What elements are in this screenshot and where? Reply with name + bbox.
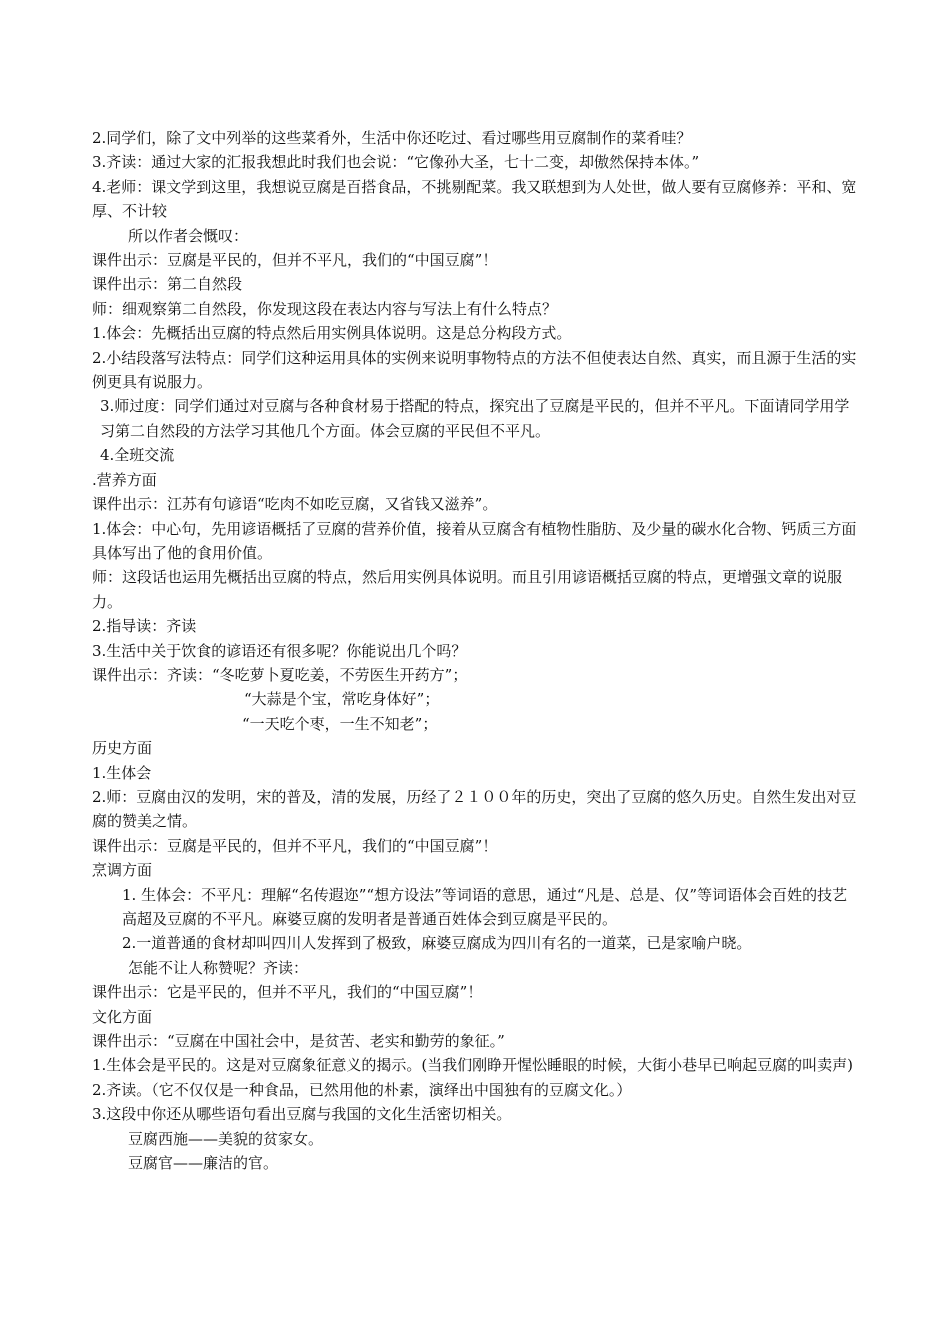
paragraph: 3.这段中你还从哪些语句看出豆腐与我国的文化生活密切相关。 [92, 1105, 512, 1124]
paragraph: 课件出示：它是平民的，但并不平凡，我们的“中国豆腐”！ [92, 983, 483, 1002]
paragraph: 3.齐读：通过大家的汇报我想此时我们也会说：“它像孙大圣，七十二变，却傲然保持本体。” [92, 153, 700, 172]
paragraph: 3.师过度：同学们通过对豆腐与各种食材易于搭配的特点，探究出了豆腐是平民的，但并不平凡。下面请同学用学习第二自然段的方法学习其他几个方面。体会豆腐的平民但不平凡。 [100, 397, 850, 440]
paragraph: 师：细观察第二自然段，你发现这段在表达内容与写法上有什么特点？ [92, 299, 558, 318]
section-heading: .营养方面 [92, 470, 157, 489]
paragraph: 1.体会：中心句，先用谚语概括了豆腐的营养价值，接着从豆腐含有植物性脂肪、及少量的碳水化合物、钙质三方面具体写出了他的食用价值。 [92, 519, 857, 562]
paragraph: 师：这段话也运用先概括出豆腐的特点，然后用实例具体说明。而且引用谚语概括豆腐的特点，更增强文章的说服力。 [92, 568, 843, 611]
paragraph: 2.指导读：齐读 [92, 617, 197, 636]
section-heading: 烹调方面 [92, 861, 153, 880]
paragraph: 课件出示：齐读：“冬吃萝卜夏吃姜，不劳医生开药方”； [92, 665, 468, 684]
paragraph: 2.同学们，除了文中列举的这些菜肴外，生活中你还吃过、看过哪些用豆腐制作的菜肴哇？ [92, 129, 692, 147]
paragraph: 所以作者会慨叹： [128, 226, 249, 245]
paragraph: 4.全班交流 [100, 446, 175, 465]
paragraph: 3.生活中关于饮食的谚语还有很多呢？你能说出几个吗？ [92, 641, 467, 660]
paragraph: 1. 生体会：不平凡：理解“名传遐迩”“想方设法”等词语的意思，通过“凡是、总是、仅”等词语体会百姓的技艺高超及豆腐的不平凡。麻婆豆腐的发明者是普通百姓体会到豆腐是平民的。 [122, 885, 848, 928]
section-heading: 文化方面 [92, 1007, 153, 1026]
paragraph: 2.小结段落写法特点：同学们这种运用具体的实例来说明事物特点的方法不但使表达自然、真实，而且源于生活的实例更具有说服力。 [92, 348, 857, 392]
section-heading: 历史方面 [92, 739, 153, 758]
proverb-line: “大蒜是个宝，常吃身体好”； [244, 690, 440, 709]
paragraph: 课件出示：江苏有句谚语“吃肉不如吃豆腐，又省钱又滋养”。 [92, 495, 498, 514]
paragraph: 怎能不让人称赞呢？齐读： [128, 958, 309, 977]
paragraph: 豆腐西施——美貌的贫家女。 [128, 1129, 324, 1148]
paragraph: 课件出示：豆腐是平民的，但并不平凡，我们的“中国豆腐”！ [92, 836, 498, 855]
paragraph: 豆腐官——廉洁的官。 [128, 1154, 279, 1173]
proverb-line: “一天吃个枣，一生不知老”； [242, 714, 438, 733]
document-body [92, 126, 860, 1175]
paragraph: 2.一道普通的食材却叫四川人发挥到了极致，麻婆豆腐成为四川有名的一道菜，已是家喻户晓。 [122, 934, 752, 953]
paragraph: 1.生体会是平民的。这是对豆腐象征意义的揭示。(当我们刚睁开惺忪睡眼的时候，大街小巷早已响起豆腐的叫卖声) [92, 1056, 854, 1075]
paragraph: 课件出示：第二自然段 [92, 275, 243, 294]
paragraph: 2.师：豆腐由汉的发明，宋的普及，清的发展，历经了２１００年的历史，突出了豆腐的悠久历史。自然生发出对豆腐的赞美之情。 [92, 787, 857, 831]
paragraph: 4.老师：课文学到这里，我想说豆腐是百搭食品，不挑剔配菜。我又联想到为人处世，做人要有豆腐修养：平和、宽厚、不计较 [92, 177, 857, 221]
paragraph: 1.生体会 [92, 763, 152, 782]
paragraph: 课件出示：豆腐是平民的，但并不平凡，我们的“中国豆腐”！ [92, 251, 498, 270]
paragraph: 课件出示：“豆腐在中国社会中，是贫苦、老实和勤劳的象征。” [92, 1032, 505, 1051]
paragraph: 1.体会：先概括出豆腐的特点然后用实例具体说明。这是总分构段方式。 [92, 324, 572, 343]
paragraph: 2.齐读。（它不仅仅是一种食品，已然用他的朴素，演绎出中国独有的豆腐文化。） [92, 1080, 632, 1099]
